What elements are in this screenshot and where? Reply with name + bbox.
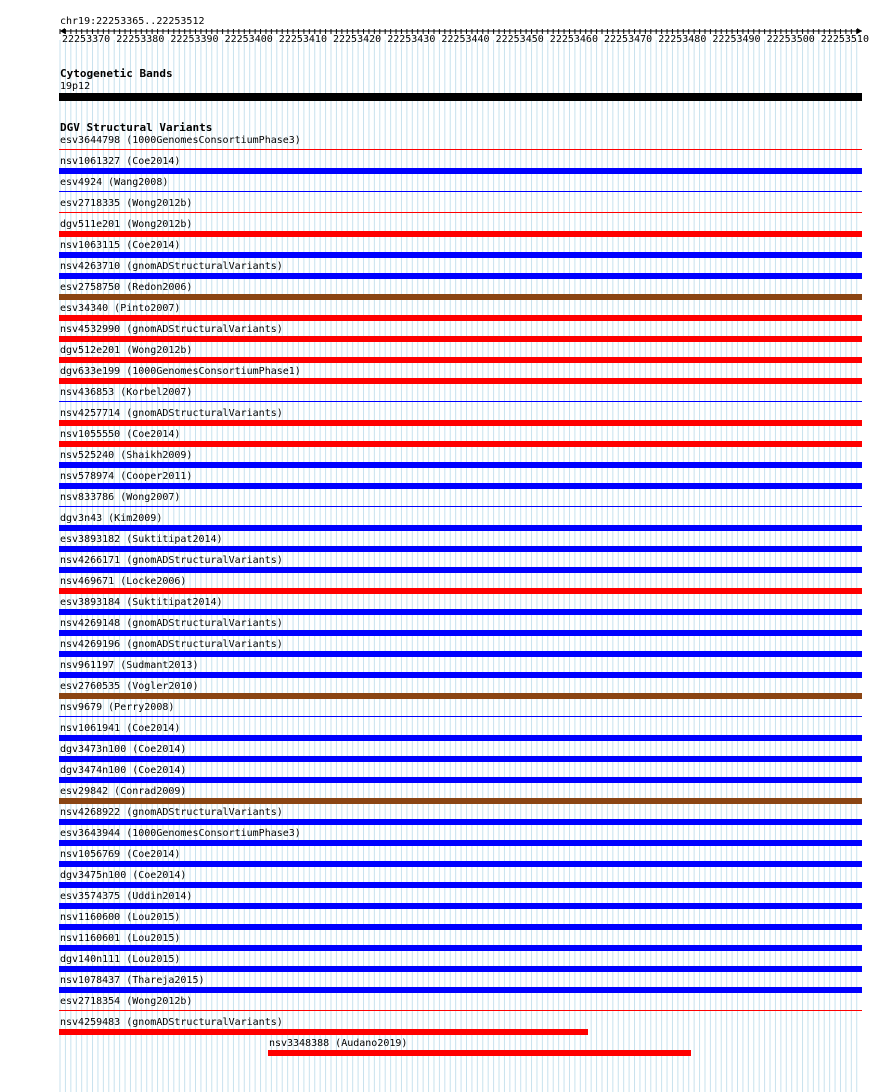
dgv-feature-label[interactable]: nsv4532990 (gnomADStructuralVariants) [60, 324, 283, 335]
dgv-feature-glyph[interactable] [59, 777, 862, 783]
ruler-tick-label: 22253500 [766, 34, 815, 45]
dgv-feature-label[interactable]: nsv578974 (Cooper2011) [60, 471, 193, 482]
dgv-feature-glyph[interactable] [59, 987, 862, 993]
dgv-feature-glyph[interactable] [59, 903, 862, 909]
ruler-tick-label: 22253410 [278, 34, 327, 45]
dgv-feature-label[interactable]: nsv525240 (Shaikh2009) [60, 450, 193, 461]
dgv-feature-glyph[interactable] [59, 506, 862, 507]
dgv-feature-label[interactable]: esv2718335 (Wong2012b) [60, 198, 193, 209]
location-label: chr19:22253365..22253512 [60, 16, 205, 27]
dgv-feature-glyph[interactable] [59, 716, 862, 717]
dgv-feature-glyph[interactable] [59, 378, 862, 384]
ruler-tick-label: 22253390 [170, 34, 219, 45]
dgv-feature-glyph[interactable] [59, 924, 862, 930]
dgv-feature-label[interactable]: nsv1160600 (Lou2015) [60, 912, 181, 923]
dgv-feature-glyph[interactable] [59, 483, 862, 489]
dgv-feature-label[interactable]: nsv4257714 (gnomADStructuralVariants) [60, 408, 283, 419]
dgv-feature-glyph[interactable] [59, 168, 862, 174]
dgv-feature-glyph[interactable] [59, 588, 862, 594]
dgv-feature-label[interactable]: nsv1061941 (Coe2014) [60, 723, 181, 734]
dgv-feature-glyph[interactable] [59, 945, 862, 951]
ruler-tick-label: 22253400 [224, 34, 273, 45]
dgv-feature-label[interactable]: esv3574375 (Uddin2014) [60, 891, 193, 902]
dgv-feature-label[interactable]: dgv511e201 (Wong2012b) [60, 219, 193, 230]
dgv-feature-label[interactable]: nsv4263710 (gnomADStructuralVariants) [60, 261, 283, 272]
dgv-feature-label[interactable]: nsv9679 (Perry2008) [60, 702, 175, 713]
ruler-tick-label: 22253460 [549, 34, 598, 45]
dgv-feature-label[interactable]: esv29842 (Conrad2009) [60, 786, 187, 797]
dgv-feature-label[interactable]: nsv1078437 (Thareja2015) [60, 975, 205, 986]
dgv-feature-glyph[interactable] [59, 735, 862, 741]
dgv-feature-glyph[interactable] [59, 693, 862, 699]
dgv-feature-label[interactable]: dgv512e201 (Wong2012b) [60, 345, 193, 356]
dgv-feature-glyph[interactable] [59, 294, 862, 300]
dgv-feature-label[interactable]: dgv3474n100 (Coe2014) [60, 765, 187, 776]
dgv-feature-glyph[interactable] [268, 1050, 691, 1056]
dgv-feature-label[interactable]: nsv961197 (Sudmant2013) [60, 660, 199, 671]
ruler-tick-label: 22253480 [658, 34, 707, 45]
dgv-feature-glyph[interactable] [59, 651, 862, 657]
ruler-tick-label: 22253490 [712, 34, 761, 45]
cytoband-label: 19p12 [60, 81, 91, 92]
ruler-tick-label: 22253420 [333, 34, 382, 45]
dgv-feature-glyph[interactable] [59, 630, 862, 636]
dgv-feature-glyph[interactable] [59, 672, 862, 678]
dgv-feature-label[interactable]: esv4924 (Wang2008) [60, 177, 169, 188]
dgv-feature-glyph[interactable] [59, 819, 862, 825]
dgv-feature-glyph[interactable] [59, 441, 862, 447]
dgv-feature-glyph[interactable] [59, 861, 862, 867]
dgv-feature-label[interactable]: esv3644798 (1000GenomesConsortiumPhase3) [60, 135, 301, 146]
dgv-feature-label[interactable]: nsv4268922 (gnomADStructuralVariants) [60, 807, 283, 818]
dgv-feature-glyph[interactable] [59, 252, 862, 258]
dgv-feature-label[interactable]: dgv3n43 (Kim2009) [60, 513, 163, 524]
dgv-feature-glyph[interactable] [59, 420, 862, 426]
dgv-feature-glyph[interactable] [59, 756, 862, 762]
dgv-feature-label[interactable]: dgv3473n100 (Coe2014) [60, 744, 187, 755]
dgv-feature-glyph[interactable] [59, 273, 862, 279]
ruler-tick-label: 22253370 [62, 34, 111, 45]
dgv-feature-label[interactable]: nsv1063115 (Coe2014) [60, 240, 181, 251]
dgv-feature-label[interactable]: esv3893184 (Suktitipat2014) [60, 597, 223, 608]
dgv-feature-label[interactable]: esv3643944 (1000GenomesConsortiumPhase3) [60, 828, 301, 839]
dgv-feature-label[interactable]: nsv469671 (Locke2006) [60, 576, 187, 587]
dgv-feature-label[interactable]: nsv1056769 (Coe2014) [60, 849, 181, 860]
dgv-feature-label[interactable]: esv2760535 (Vogler2010) [60, 681, 199, 692]
dgv-feature-label[interactable]: nsv4266171 (gnomADStructuralVariants) [60, 555, 283, 566]
dgv-feature-glyph[interactable] [59, 966, 862, 972]
dgv-feature-glyph[interactable] [59, 315, 862, 321]
dgv-feature-glyph[interactable] [59, 567, 862, 573]
dgv-feature-glyph[interactable] [59, 149, 862, 150]
cytoband-band[interactable] [59, 93, 862, 101]
dgv-track-title: DGV Structural Variants [60, 121, 213, 134]
dgv-feature-label[interactable]: dgv3475n100 (Coe2014) [60, 870, 187, 881]
dgv-feature-glyph[interactable] [59, 546, 862, 552]
dgv-feature-label[interactable]: esv3893182 (Suktitipat2014) [60, 534, 223, 545]
dgv-feature-label[interactable]: esv2718354 (Wong2012b) [60, 996, 193, 1007]
ruler-tick-label: 22253440 [441, 34, 490, 45]
dgv-feature-label[interactable]: esv2758750 (Redon2006) [60, 282, 193, 293]
dgv-feature-glyph[interactable] [59, 609, 862, 615]
dgv-feature-label[interactable]: nsv4269196 (gnomADStructuralVariants) [60, 639, 283, 650]
dgv-feature-glyph[interactable] [59, 357, 862, 363]
dgv-feature-glyph[interactable] [59, 882, 862, 888]
dgv-feature-glyph[interactable] [59, 462, 862, 468]
dgv-feature-glyph[interactable] [59, 191, 862, 192]
dgv-feature-glyph[interactable] [59, 840, 862, 846]
dgv-feature-glyph[interactable] [59, 212, 862, 213]
ruler-tick-label: 22253450 [495, 34, 544, 45]
dgv-feature-glyph[interactable] [59, 401, 862, 402]
dgv-feature-label[interactable]: nsv1160601 (Lou2015) [60, 933, 181, 944]
dgv-feature-label[interactable]: nsv833786 (Wong2007) [60, 492, 181, 503]
dgv-feature-label[interactable]: esv34340 (Pinto2007) [60, 303, 181, 314]
dgv-feature-glyph[interactable] [59, 231, 862, 237]
dgv-feature-glyph[interactable] [59, 525, 862, 531]
cytoband-track-title: Cytogenetic Bands [60, 67, 173, 80]
ruler-tick-label: 22253380 [116, 34, 165, 45]
dgv-feature-label[interactable]: nsv1055550 (Coe2014) [60, 429, 181, 440]
dgv-feature-glyph[interactable] [59, 1029, 588, 1035]
dgv-feature-label[interactable]: dgv633e199 (1000GenomesConsortiumPhase1) [60, 366, 301, 377]
dgv-feature-label[interactable]: nsv3348388 (Audano2019) [268, 1038, 408, 1049]
dgv-feature-glyph[interactable] [59, 1010, 862, 1011]
dgv-feature-label[interactable]: nsv4259483 (gnomADStructuralVariants) [60, 1017, 283, 1028]
dgv-feature-label[interactable]: dgv140n111 (Lou2015) [60, 954, 181, 965]
dgv-feature-glyph[interactable] [59, 798, 862, 804]
ruler-tick-label: 22253430 [387, 34, 436, 45]
ruler-tick-label: 22253510 [820, 34, 869, 45]
dgv-feature-label[interactable]: nsv1061327 (Coe2014) [60, 156, 181, 167]
dgv-feature-glyph[interactable] [59, 336, 862, 342]
dgv-feature-label[interactable]: nsv436853 (Korbel2007) [60, 387, 193, 398]
ruler-tick-label: 22253470 [604, 34, 653, 45]
dgv-feature-label[interactable]: nsv4269148 (gnomADStructuralVariants) [60, 618, 283, 629]
